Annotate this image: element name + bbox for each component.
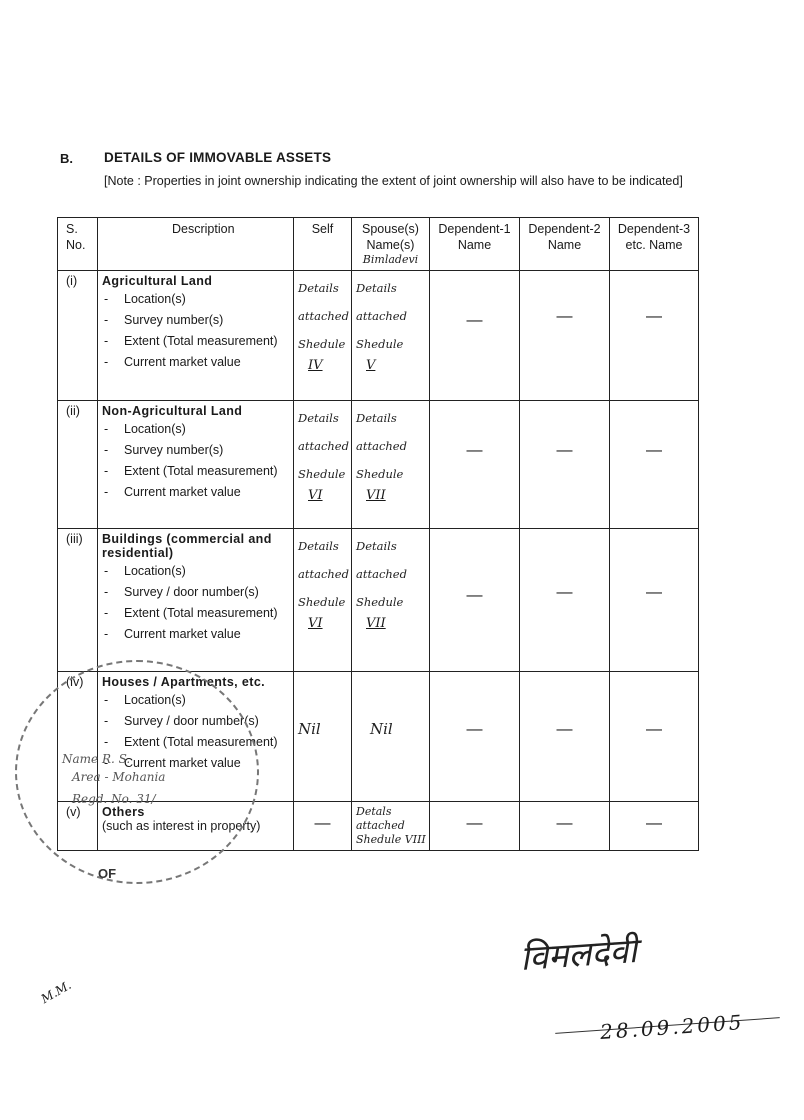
dash: — [466,721,483,738]
row-self [294,529,352,672]
schedule-number: VI [308,488,323,503]
row-sno: (iii) [58,529,98,672]
handwritten-text: Details [298,411,339,425]
row-self [294,271,352,401]
row-spouse [352,529,430,672]
list-item: - Survey / door number(s) [102,713,289,729]
handwritten-text: Details [356,281,397,295]
schedule-number: VI [308,616,323,631]
row-dependent-3 [610,271,699,401]
dash: — [314,815,331,832]
handwritten-text: attached [356,567,407,581]
list-item: - Current market value [102,354,289,370]
row-dependent-3 [610,672,699,802]
row-category: Others [102,805,145,819]
list-item: - Survey number(s) [102,442,289,458]
row-self [294,672,352,802]
row-dependent-1 [430,672,520,802]
list-item: - Survey / door number(s) [102,584,289,600]
row-dependent-1 [430,271,520,401]
schedule-number: VII [366,488,386,503]
dash: — [556,584,573,601]
row-dependent-3 [610,401,699,529]
row-description [98,401,294,529]
handwritten-text: Shedule [298,595,346,609]
row-category: Houses / Apartments, etc. [102,675,266,689]
seal-bottom-text: OF [98,866,117,881]
row-dependent-2 [520,802,610,851]
table-row [58,529,699,672]
initials: M.M. [38,977,74,1007]
header-dependent-3: Dependent-3 etc. Name [610,218,699,271]
handwritten-text: Shedule [298,337,346,351]
row-spouse [352,802,430,851]
section-title: DETAILS OF IMMOVABLE ASSETS [104,150,332,165]
list-item: - Location(s) [102,291,289,307]
list-item: - Extent (Total measurement) [102,463,289,479]
dash: — [556,721,573,738]
handwritten-text: Details [298,281,339,295]
row-dependent-1 [430,401,520,529]
row-description [98,802,294,851]
list-item: - Extent (Total measurement) [102,333,289,349]
row-self [294,401,352,529]
header-sno: S. No. [58,218,98,271]
row-dependent-3 [610,529,699,672]
handwritten-text: Nil [370,720,393,738]
table-row [58,802,699,851]
header-spouse [352,218,430,271]
dash: — [646,308,662,325]
dash: — [556,308,573,325]
immovable-assets-table [57,217,699,851]
handwritten-text: Shedule [356,337,404,351]
section-letter: B. [60,151,73,166]
list-item: - Current market value [102,755,289,771]
row-dependent-1 [430,529,520,672]
handwritten-text: Details [298,539,339,553]
header-description: Description [98,218,294,271]
handwritten-text: attached [298,567,349,581]
list-item: - Extent (Total measurement) [102,605,289,621]
row-description [98,271,294,401]
signature-date: 28.09.2005 [599,1009,746,1045]
row-category: Non-Agricultural Land [102,404,243,418]
dash: — [646,584,662,601]
handwritten-text: Shedule [356,467,404,481]
row-dependent-3 [610,802,699,851]
dash: — [466,442,483,459]
row-dependent-2 [520,672,610,802]
table-header-row [58,218,699,271]
table-row [58,401,699,529]
header-spouse-label: Spouse(s) Name(s) [362,222,419,252]
row-category: Agricultural Land [102,274,213,288]
row-category: Buildings (commercial and residential) [102,532,272,560]
dash: — [466,587,483,604]
handwritten-text: Shedule [298,467,346,481]
dash: — [556,815,573,832]
handwritten-text: Shedule [356,595,404,609]
row-sno: (ii) [58,401,98,529]
handwritten-text: attached [356,309,407,323]
row-self [294,802,352,851]
header-dependent-2: Dependent-2 Name [520,218,610,271]
handwritten-text: Nil [298,720,321,738]
handwritten-text: Detals [356,805,392,818]
row-sno: (iv) [58,672,98,802]
dash: — [646,721,662,738]
schedule-number: IV [308,358,323,373]
row-description [98,529,294,672]
row-sno: (i) [58,271,98,401]
seal-area: Area - Mohania [72,770,166,784]
list-item: - Location(s) [102,421,289,437]
dash: — [466,312,483,329]
row-dependent-2 [520,401,610,529]
handwritten-text: attached [356,439,407,453]
seal-regd: Regd. No. 31/ [72,792,156,806]
row-spouse [352,271,430,401]
handwritten-text: Details [356,539,397,553]
row-sno: (v) [58,802,98,851]
list-item: - Current market value [102,484,289,500]
seal-name: Name R. S. [62,752,131,766]
list-item: - Location(s) [102,563,289,579]
handwritten-text: attached [298,309,349,323]
list-item: - Survey number(s) [102,312,289,328]
row-spouse [352,672,430,802]
section-note: [Note : Properties in joint ownership indicating the extent of joint ownership will also have to be indicated] [104,174,683,188]
schedule-number: V [366,358,376,373]
table-row [58,271,699,401]
handwritten-text: attached [356,819,405,832]
handwritten-text: Shedule VIII [356,833,426,846]
header-dependent-1: Dependent-1 Name [430,218,520,271]
header-self: Self [294,218,352,271]
schedule-number: VII [366,616,386,631]
signature: विमलदेवी [518,930,639,980]
dash: — [646,815,662,832]
handwritten-text: Details [356,411,397,425]
dash: — [466,815,483,832]
row-dependent-2 [520,271,610,401]
dash: — [646,442,662,459]
row-dependent-2 [520,529,610,672]
row-spouse [352,401,430,529]
list-item: - Extent (Total measurement) [102,734,289,750]
row-detail: (such as interest in property) [102,819,261,833]
handwritten-text: attached [298,439,349,453]
list-item: - Current market value [102,626,289,642]
list-item: - Location(s) [102,692,289,708]
row-dependent-1 [430,802,520,851]
header-spouse-name: Bimladevi [362,253,419,266]
dash: — [556,442,573,459]
